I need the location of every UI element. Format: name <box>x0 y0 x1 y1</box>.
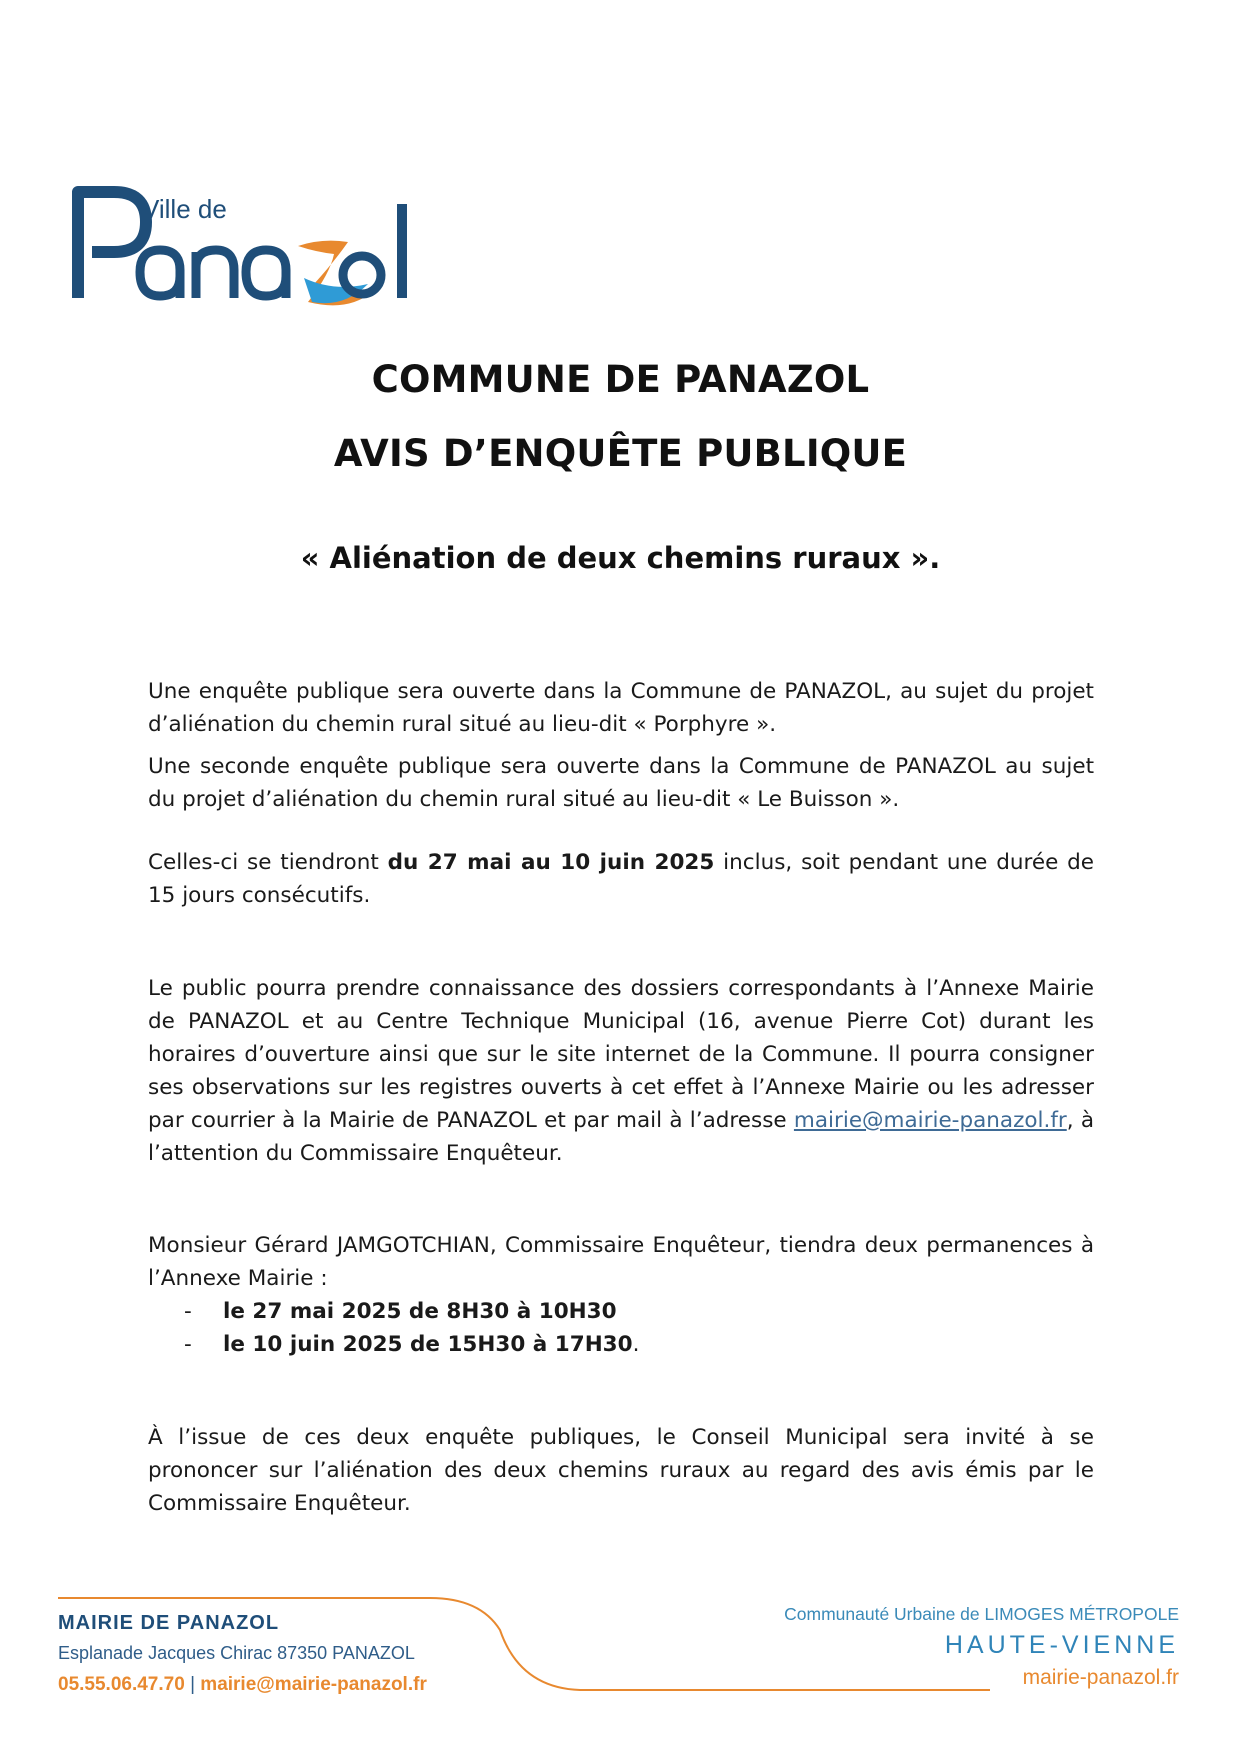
footer-address: Esplanade Jacques Chirac 87350 PANAZOL <box>58 1643 415 1663</box>
footer-community: Communauté Urbaine de LIMOGES MÉTROPOLE <box>784 1604 1179 1624</box>
consultation-text-after: , à l’attention du Commissaire Enquêteur. <box>148 1108 1095 1166</box>
footer-org-name: MAIRIE DE PANAZOL <box>58 1612 280 1634</box>
permanence-date-1: le 27 mai 2025 de 8H30 à 10H30 <box>223 1299 617 1324</box>
paragraph-first-inquiry: Une enquête publique sera ouverte dans la Commune de PANAZOL, au sujet du projet d’aliénation du chemin rural situé au lieu-dit « Porphyre ». <box>148 679 1094 737</box>
logo-prefix-text: Ville de <box>142 194 227 224</box>
notice-subtitle: « Aliénation de deux chemins ruraux ». <box>300 541 941 575</box>
paragraph-commissioner: Monsieur Gérard JAMGOTCHIAN, Commissaire Enquêteur, tiendra deux permanences à l’Annexe Mairie : <box>148 1233 1094 1291</box>
footer-email: mairie@mairie-panazol.fr <box>200 1674 427 1695</box>
paragraph-consultation <box>148 972 1094 1170</box>
notice-title: AVIS D’ENQUÊTE PUBLIQUE <box>333 432 908 475</box>
dates-text-before: Celles-ci se tiendront <box>148 850 388 875</box>
dates-text-after: inclus, soit pendant une durée de 15 jours consécutifs. <box>148 850 1095 908</box>
permanence-list <box>148 1295 639 1361</box>
paragraph-conclusion: À l’issue de ces deux enquête publiques, le Conseil Municipal sera invité à se prononcer sur l’aliénation des deux chemins ruraux au regard des avis émis par le Commissaire Enquêteur. <box>148 1425 1094 1516</box>
footer-department: HAUTE-VIENNE <box>944 1631 1179 1659</box>
footer-separator: | <box>190 1674 196 1695</box>
list-item <box>148 1295 639 1328</box>
panazol-logo <box>72 180 422 315</box>
email-link[interactable]: mairie@mairie-panazol.fr <box>793 1108 1067 1133</box>
page-title: COMMUNE DE PANAZOL <box>371 358 870 401</box>
footer-contact-block <box>58 1612 427 1696</box>
footer-contact-line <box>58 1674 427 1696</box>
list-item <box>148 1328 639 1361</box>
footer-phone: 05.55.06.47.70 <box>58 1674 185 1695</box>
footer-website: mairie-panazol.fr <box>1022 1666 1179 1689</box>
footer-region-block <box>784 1604 1179 1690</box>
list-dash: - <box>184 1332 192 1357</box>
footer <box>0 1590 1241 1720</box>
permanence-date-2: le 10 juin 2025 de 15H30 à 17H30 <box>223 1332 633 1357</box>
list-dash: - <box>184 1299 192 1324</box>
paragraph-dates <box>148 846 1094 912</box>
paragraph-second-inquiry: Une seconde enquête publique sera ouverte dans la Commune de PANAZOL au sujet du projet d’aliénation du chemin rural situé au lieu-dit « Le Buisson ». <box>148 754 1094 812</box>
consultation-text-before: Le public pourra prendre connaissance des dossiers correspondants à l’Annexe Mairie de PANAZOL et au Centre Technique Municipal (16, avenue Pierre Cot) durant les horaires d’ouverture ainsi que sur le site internet de la Commune. Il pourra consigner ses observations sur les registres ouverts à cet effet à l’Annexe Mairie ou les adresser par courrier à la Mairie de PANAZOL et par mail à l’adresse <box>148 976 1094 1133</box>
list-item-tail: . <box>632 1332 640 1357</box>
dates-bold: du 27 mai au 10 juin 2025 <box>387 850 715 875</box>
